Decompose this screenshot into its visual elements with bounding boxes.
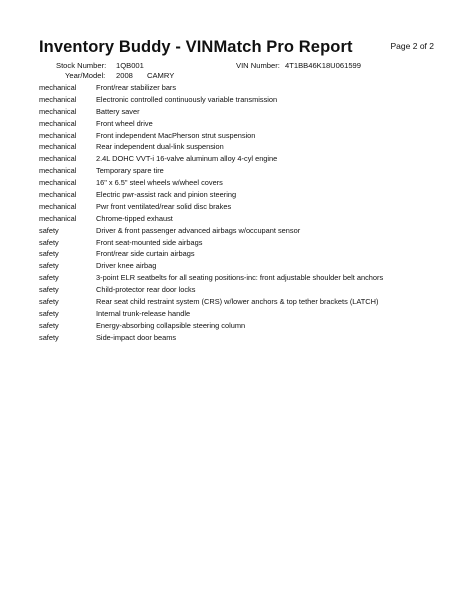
- feature-category: safety: [39, 285, 59, 295]
- feature-category: mechanical: [39, 213, 77, 223]
- feature-description: Chrome-tipped exhaust: [96, 213, 173, 223]
- feature-category: safety: [39, 332, 59, 342]
- model-value: CAMRY: [147, 71, 175, 80]
- feature-category: mechanical: [39, 106, 77, 116]
- feature-description: Energy-absorbing collapsible steering column: [96, 320, 246, 330]
- vin-number-label: VIN Number:: [236, 61, 280, 70]
- feature-category: safety: [39, 320, 59, 330]
- report-title: Inventory Buddy - VINMatch Pro Report: [39, 38, 353, 56]
- feature-category: mechanical: [39, 83, 77, 92]
- feature-row: [39, 189, 439, 201]
- feature-description: Electronic controlled continuously variable transmission: [96, 94, 278, 104]
- feature-row: [39, 94, 439, 106]
- feature-row: [39, 213, 439, 225]
- feature-description: 2.4L DOHC VVT-i 16-valve aluminum alloy 4-cyl engine: [96, 154, 278, 164]
- year-model-label: Year/Model:: [65, 71, 106, 80]
- feature-row: [39, 82, 439, 94]
- feature-description: Front independent MacPherson strut suspension: [96, 130, 256, 140]
- feature-description: Temporary spare tire: [96, 166, 164, 176]
- feature-row: [39, 153, 439, 165]
- feature-row: [39, 272, 439, 284]
- feature-row: [39, 320, 439, 332]
- feature-list: [39, 82, 439, 344]
- feature-description: Front/rear side curtain airbags: [96, 249, 195, 259]
- feature-category: mechanical: [39, 142, 77, 152]
- feature-row: [39, 296, 439, 308]
- stock-number-value: 1QB001: [116, 61, 144, 70]
- feature-category: mechanical: [39, 201, 77, 211]
- feature-description: Driver & front passenger advanced airbags w/occupant sensor: [96, 225, 301, 235]
- feature-category: safety: [39, 308, 59, 318]
- feature-category: mechanical: [39, 166, 77, 176]
- feature-description: 3-point ELR seatbelts for all seating positions-inc: front adjustable shoulder belt anchors: [96, 273, 384, 283]
- feature-description: Front seat-mounted side airbags: [96, 237, 203, 247]
- feature-row: [39, 332, 439, 344]
- feature-category: safety: [39, 273, 59, 283]
- feature-row: [39, 177, 439, 189]
- feature-category: safety: [39, 225, 59, 235]
- feature-description: Battery saver: [96, 106, 140, 116]
- feature-description: Electric pwr-assist rack and pinion steering: [96, 190, 237, 200]
- feature-row: [39, 248, 439, 260]
- feature-description: Driver knee airbag: [96, 261, 157, 271]
- feature-category: safety: [39, 249, 59, 259]
- year-value: 2008: [116, 71, 133, 80]
- feature-row: [39, 118, 439, 130]
- feature-row: [39, 106, 439, 118]
- page-number: Page 2 of 2: [390, 41, 434, 51]
- feature-category: mechanical: [39, 190, 77, 200]
- vin-number-value: 4T1BB46K18U061599: [285, 61, 361, 70]
- feature-row: [39, 260, 439, 272]
- feature-row: [39, 130, 439, 142]
- feature-description: Side-impact door beams: [96, 332, 177, 342]
- feature-category: safety: [39, 297, 59, 307]
- feature-category: mechanical: [39, 178, 77, 188]
- feature-description: Front/rear stabilizer bars: [96, 83, 177, 92]
- feature-category: mechanical: [39, 130, 77, 140]
- feature-description: Internal trunk-release handle: [96, 308, 191, 318]
- feature-row: [39, 201, 439, 213]
- feature-category: mechanical: [39, 94, 77, 104]
- feature-category: safety: [39, 261, 59, 271]
- feature-row: [39, 165, 439, 177]
- feature-row: [39, 284, 439, 296]
- feature-category: mechanical: [39, 118, 77, 128]
- feature-description: Rear independent dual-link suspension: [96, 142, 224, 152]
- stock-number-label: Stock Number:: [56, 61, 107, 70]
- feature-description: Front wheel drive: [96, 118, 153, 128]
- feature-row: [39, 237, 439, 249]
- feature-category: safety: [39, 237, 59, 247]
- feature-row: [39, 308, 439, 320]
- feature-category: mechanical: [39, 154, 77, 164]
- feature-description: Pwr front ventilated/rear solid disc brakes: [96, 201, 232, 211]
- feature-description: Child-protector rear door locks: [96, 285, 196, 295]
- feature-row: [39, 141, 439, 153]
- feature-description: Rear seat child restraint system (CRS) w/lower anchors & top tether brackets (LATCH): [96, 297, 379, 307]
- feature-description: 16" x 6.5" steel wheels w/wheel covers: [96, 178, 223, 188]
- feature-row: [39, 225, 439, 237]
